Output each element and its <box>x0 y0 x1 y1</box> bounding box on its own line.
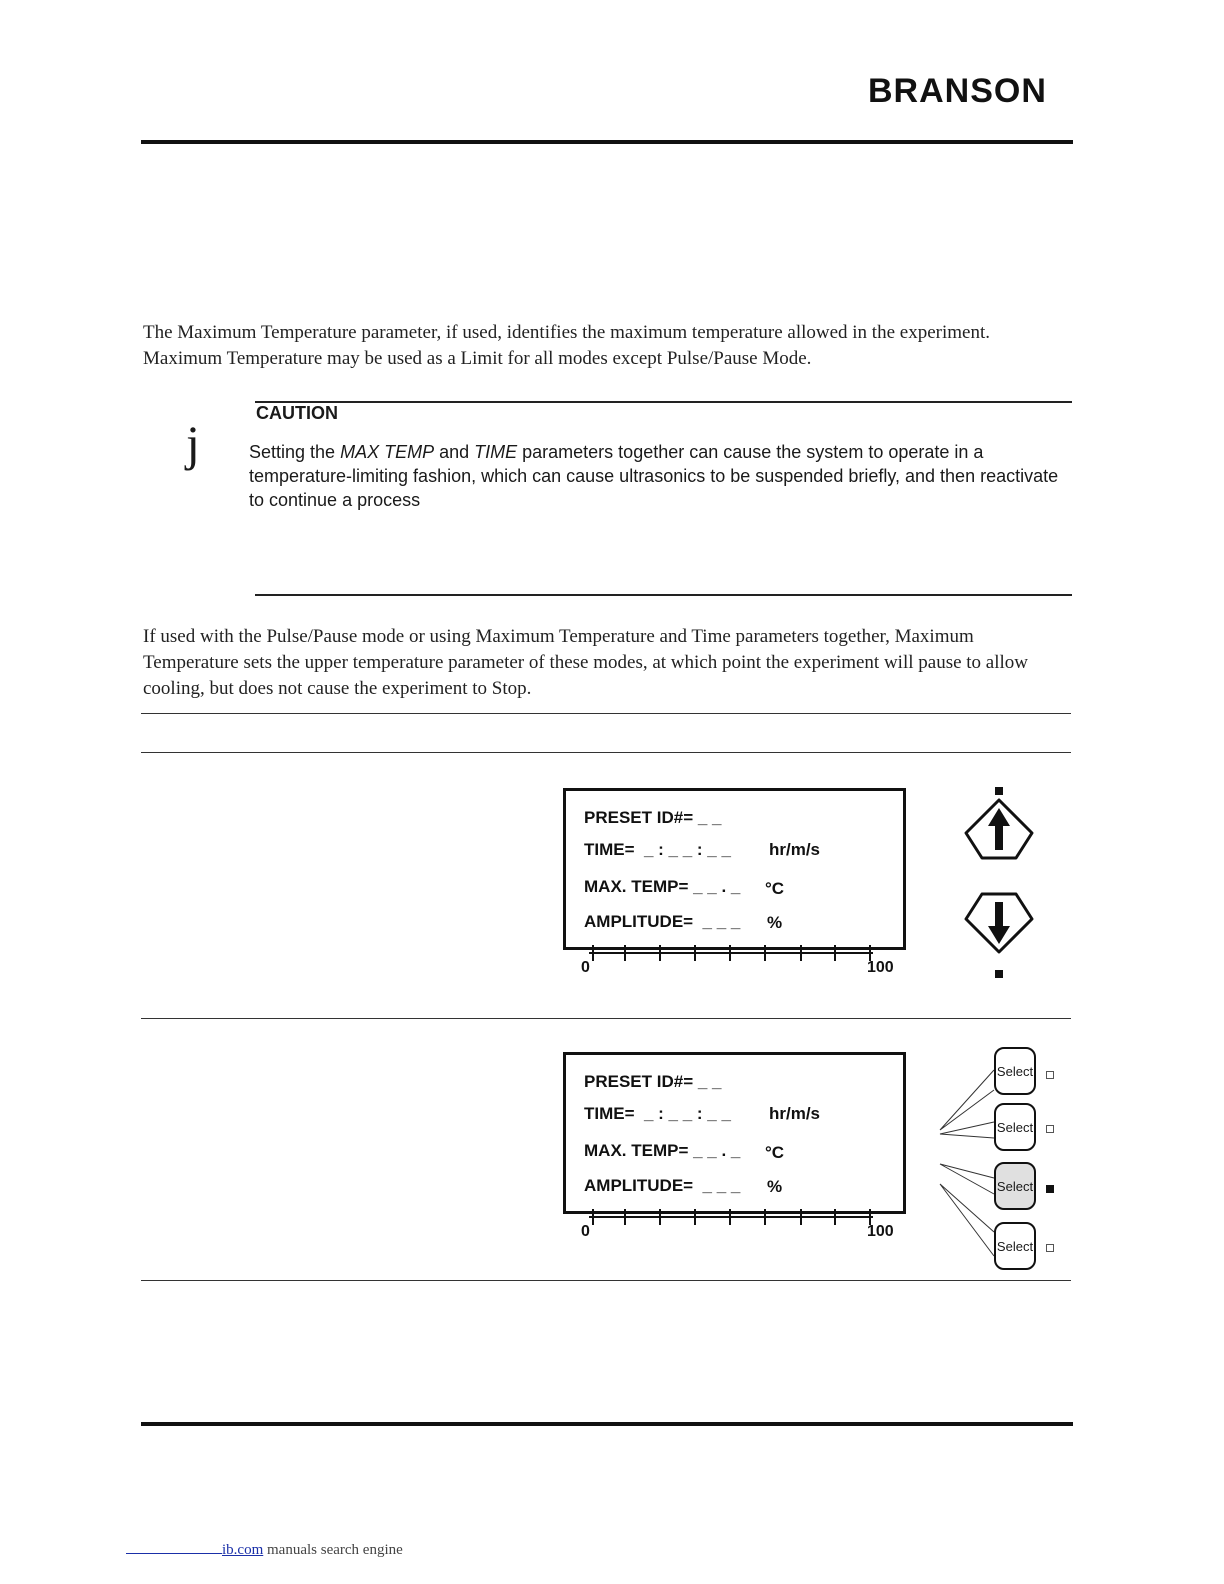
up-arrow-key-icon[interactable] <box>962 784 1036 884</box>
lcd-preset-line: PRESET ID#= _ _ <box>584 1072 722 1091</box>
brand-logo: BRANSON <box>868 72 1047 110</box>
term-max-temp: MAX TEMP <box>340 442 435 462</box>
term-time: TIME <box>474 442 518 462</box>
footer <box>126 1542 403 1559</box>
select-button-time[interactable]: Select <box>994 1103 1036 1151</box>
scale-max-label: 100 <box>867 1223 894 1240</box>
down-arrow-key-icon[interactable] <box>962 890 1036 982</box>
lcd-amplitude-unit: % <box>767 1177 783 1196</box>
lcd-time-unit: hr/m/s <box>769 1104 821 1123</box>
caution-icon: j <box>186 415 200 471</box>
caution-top-rule <box>255 401 1072 403</box>
select-button-preset[interactable]: Select <box>994 1047 1036 1095</box>
second-paragraph: If used with the Pulse/Pause mode or using Maximum Temperature and Time parameters together, Maximum Temperature sets the upper temperature parameter of these modes, at which point the experiment will pause to allow cooling, but does not cause the experiment to Stop. <box>143 626 1029 699</box>
select-indicator-amplitude <box>1046 1244 1054 1252</box>
scale-min-label: 0 <box>581 1223 590 1240</box>
select-button-amplitude[interactable]: Select <box>994 1222 1036 1270</box>
footer-link-underline <box>126 1553 222 1554</box>
table-rule-1 <box>141 713 1071 714</box>
header-rule <box>141 140 1073 144</box>
caution-bottom-rule <box>255 594 1072 596</box>
lcd-max-temp-unit: °C <box>765 879 785 898</box>
select-indicator-time <box>1046 1125 1054 1133</box>
lcd-max-temp-line: MAX. TEMP= _ _ . _ <box>584 1141 741 1160</box>
intro-paragraph: The Maximum Temperature parameter, if used, identifies the maximum temperature allowed in the experiment. Maximum Temperature may be used as a Limit for all modes except Pulse/Pause Mode. <box>143 322 990 369</box>
footer-tagline: manuals search engine <box>267 1542 403 1558</box>
lcd-time-unit: hr/m/s <box>769 840 821 859</box>
select-indicator-preset <box>1046 1071 1054 1079</box>
lcd-display-1 <box>563 788 906 950</box>
lcd-max-temp-unit: °C <box>765 1143 785 1162</box>
table-rule-3 <box>141 1018 1071 1019</box>
table-rule-4 <box>141 1280 1071 1281</box>
footer-link[interactable]: ib.com <box>222 1542 264 1558</box>
lcd-preset-line: PRESET ID#= _ _ <box>584 808 722 827</box>
amplitude-scale-1 <box>585 943 875 963</box>
lcd-max-temp-line: MAX. TEMP= _ _ . _ <box>584 877 741 896</box>
lcd-amplitude-line: AMPLITUDE= _ _ _ <box>584 1176 741 1195</box>
scale-max-label: 100 <box>867 959 894 976</box>
lcd-time-line: TIME= _ : _ _ : _ _ <box>584 1104 731 1123</box>
lcd-time-line: TIME= _ : _ _ : _ _ <box>584 840 731 859</box>
caution-text: Setting the MAX TEMP and TIME parameters together can cause the system to operate in a temperature-limiting fashion, which can cause ultrasonics to be suspended briefly, and then reactivate to continue a process <box>249 442 1059 510</box>
scale-min-label: 0 <box>581 959 590 976</box>
footer-rule <box>141 1422 1073 1426</box>
select-button-max-temp[interactable]: Select <box>994 1162 1036 1210</box>
select-leader-lines <box>936 1060 996 1260</box>
select-indicator-max-temp <box>1046 1185 1054 1193</box>
lcd-amplitude-line: AMPLITUDE= _ _ _ <box>584 912 741 931</box>
table-rule-2 <box>141 752 1071 753</box>
lcd-amplitude-unit: % <box>767 913 783 932</box>
lcd-display-2 <box>563 1052 906 1214</box>
caution-title: CAUTION <box>256 403 338 423</box>
amplitude-scale-2 <box>585 1207 875 1227</box>
